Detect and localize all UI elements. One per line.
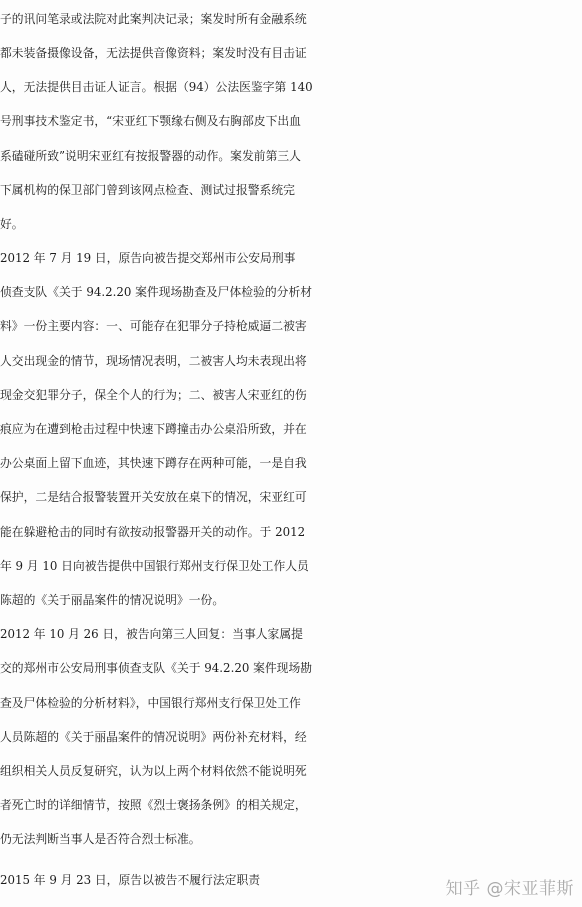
text-line: 都未装备摄像设备，无法提供音像资料；案发时没有目击证: [0, 46, 307, 60]
text-line: 人交出现金的情节，现场情况表明，二被害人均未表现出将: [0, 354, 307, 368]
text-line: 好。: [0, 217, 24, 231]
text-line: 现金交犯罪分子，保全个人的行为；二、被害人宋亚红的伤: [0, 388, 307, 402]
text-line: 人员陈超的《关于丽晶案件的情况说明》两份补充材料，经: [0, 730, 307, 744]
text-line: 号刑事技术鉴定书，“宋亚红下颚缘右侧及右胸部皮下出血: [0, 114, 301, 128]
text-line: 查及尸体检验的分析材料》，中国银行郑州支行保卫处工作: [0, 696, 301, 710]
text-line: 年 9 月 10 日向被告提供中国银行郑州支行保卫处工作人员: [0, 559, 309, 573]
text-line: 系磕碰所致”说明宋亚红有按报警器的动作。案发前第三人: [0, 149, 301, 163]
text-line: 交的郑州市公安局刑事侦查支队《关于 94.2.20 案件现场勘: [0, 661, 313, 675]
text-line: 子的讯问笔录或法院对此案判决记录；案发时所有金融系统: [0, 12, 307, 26]
text-line: 能在躲避枪击的同时有欲按动报警器开关的动作。于 2012: [0, 525, 306, 539]
text-line: 陈超的《关于丽晶案件的情况说明》一份。: [0, 593, 225, 607]
text-line: 料》一份主要内容：一、可能存在犯罪分子持枪威逼二被害: [0, 319, 307, 333]
text-line: 侦查支队《关于 94.2.20 案件现场勘查及尸体检验的分析材: [0, 285, 313, 299]
text-line: 痕应为在遭到枪击过程中快速下蹲撞击办公桌沿所致，并在: [0, 422, 307, 436]
watermark: 知乎 @宋亚菲斯: [445, 879, 574, 899]
text-line: 组织相关人员反复研究，认为以上两个材料依然不能说明死: [0, 764, 307, 778]
text-line: 2012 年 7 月 19 日，原告向被告提交郑州市公安局刑事: [0, 251, 296, 265]
text-line: 仍无法判断当事人是否符合烈士标准。: [0, 832, 201, 846]
text-line: 2012 年 10 月 26 日，被告向第三人回复：当事人家属提: [0, 627, 303, 641]
text-line: 下属机构的保卫部门曾到该网点检查、测试过报警系统完: [0, 183, 295, 197]
text-line: 保护，二是结合报警装置开关安放在桌下的情况，宋亚红可: [0, 490, 307, 504]
text-line: 办公桌面上留下血迹，其快速下蹲存在两种可能，一是自我: [0, 456, 307, 470]
text-line: 2015 年 9 月 23 日，原告以被告不履行法定职责: [0, 873, 261, 887]
text-line: 者死亡时的详细情节，按照《烈士褒扬条例》的相关规定，: [0, 798, 307, 812]
text-line: 人，无法提供目击证人证言。根据（94）公法医鉴字第 140: [0, 80, 313, 94]
